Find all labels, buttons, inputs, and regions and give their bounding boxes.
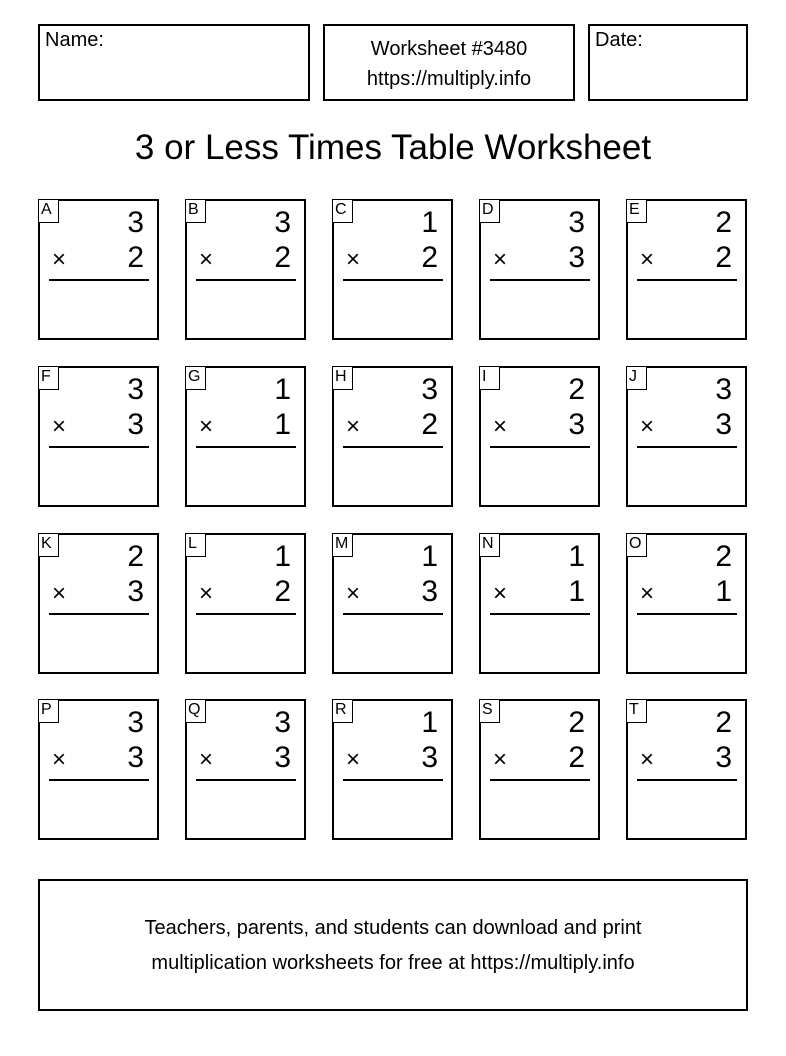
answer-line: [196, 279, 296, 281]
problem-card: [185, 199, 306, 340]
multiplicand: 2: [127, 540, 144, 573]
worksheet-info-box: [323, 24, 575, 101]
answer-line: [637, 446, 737, 448]
multiplicand: 2: [715, 706, 732, 739]
times-sign: ×: [346, 413, 361, 440]
multiplier: 2: [127, 241, 144, 274]
times-sign: ×: [346, 580, 361, 607]
answer-line: [196, 446, 296, 448]
answer-line: [49, 779, 149, 781]
answer-line: [196, 779, 296, 781]
answer-line: [49, 279, 149, 281]
multiplier: 2: [274, 241, 291, 274]
times-sign: ×: [199, 246, 214, 273]
times-sign: ×: [493, 580, 508, 607]
times-sign: ×: [199, 746, 214, 773]
multiplicand: 3: [715, 373, 732, 406]
multiplicand: 1: [274, 373, 291, 406]
problem-letter: O: [626, 533, 647, 557]
problem-letter: D: [479, 199, 500, 223]
multiplicand: 1: [568, 540, 585, 573]
answer-line: [637, 613, 737, 615]
problem-letter: P: [38, 699, 59, 723]
multiplier: 3: [715, 741, 732, 774]
multiplicand: 2: [568, 706, 585, 739]
multiplier: 3: [421, 575, 438, 608]
problem-card: [332, 199, 453, 340]
problem-letter: E: [626, 199, 647, 223]
problem-letter: H: [332, 366, 353, 390]
problem-card: [185, 699, 306, 840]
problem-card: [332, 533, 453, 674]
page-title: 3 or Less Times Table Worksheet: [134, 128, 652, 167]
multiplicand: 2: [715, 540, 732, 573]
problem-card: [626, 199, 747, 340]
multiplicand: 2: [568, 373, 585, 406]
times-sign: ×: [640, 580, 655, 607]
multiplier: 2: [421, 408, 438, 441]
multiplicand: 2: [715, 206, 732, 239]
problem-letter: Q: [185, 699, 206, 723]
multiplicand: 1: [274, 540, 291, 573]
times-sign: ×: [493, 246, 508, 273]
name-box: [38, 24, 310, 101]
problem-card: [626, 699, 747, 840]
multiplier: 3: [568, 241, 585, 274]
footer-line-2: multiplication worksheets for free at https://multiply.info: [151, 952, 635, 974]
times-sign: ×: [640, 746, 655, 773]
answer-line: [490, 779, 590, 781]
problem-card: [38, 533, 159, 674]
problem-card: [38, 366, 159, 507]
multiplier: 1: [274, 408, 291, 441]
multiplicand: 3: [274, 206, 291, 239]
date-label: Date:: [595, 29, 643, 51]
multiplicand: 1: [421, 706, 438, 739]
problem-card: [332, 699, 453, 840]
name-label: Name:: [45, 29, 104, 51]
problem-card: [626, 533, 747, 674]
multiplier: 3: [715, 408, 732, 441]
times-sign: ×: [493, 746, 508, 773]
multiplier: 3: [127, 575, 144, 608]
multiplier: 2: [421, 241, 438, 274]
problem-letter: G: [185, 366, 206, 390]
problem-letter: C: [332, 199, 353, 223]
times-sign: ×: [493, 413, 508, 440]
problem-card: [38, 199, 159, 340]
problem-letter: T: [626, 699, 647, 723]
multiplier: 3: [421, 741, 438, 774]
answer-line: [343, 279, 443, 281]
problem-letter: B: [185, 199, 206, 223]
problem-card: [479, 699, 600, 840]
answer-line: [637, 279, 737, 281]
problem-letter: N: [479, 533, 500, 557]
multiplicand: 3: [274, 706, 291, 739]
multiplicand: 1: [421, 206, 438, 239]
times-sign: ×: [199, 413, 214, 440]
answer-line: [49, 613, 149, 615]
problem-card: [185, 366, 306, 507]
answer-line: [343, 446, 443, 448]
multiplier: 1: [715, 575, 732, 608]
footer-box: [38, 879, 748, 1011]
multiplier: 3: [127, 408, 144, 441]
multiplier: 2: [274, 575, 291, 608]
problem-letter: M: [332, 533, 353, 557]
problem-card: [332, 366, 453, 507]
answer-line: [343, 779, 443, 781]
multiplicand: 3: [568, 206, 585, 239]
problem-card: [38, 699, 159, 840]
problem-letter: L: [185, 533, 206, 557]
problem-letter: F: [38, 366, 59, 390]
multiplier: 3: [274, 741, 291, 774]
multiplier: 1: [568, 575, 585, 608]
multiplier: 2: [568, 741, 585, 774]
times-sign: ×: [52, 413, 67, 440]
date-box: [588, 24, 748, 101]
answer-line: [196, 613, 296, 615]
times-sign: ×: [52, 246, 67, 273]
answer-line: [637, 779, 737, 781]
times-sign: ×: [346, 746, 361, 773]
multiplier: 3: [568, 408, 585, 441]
problem-card: [479, 366, 600, 507]
multiplicand: 3: [421, 373, 438, 406]
answer-line: [490, 279, 590, 281]
times-sign: ×: [640, 413, 655, 440]
problem-letter: R: [332, 699, 353, 723]
problem-card: [185, 533, 306, 674]
multiplier: 2: [715, 241, 732, 274]
problem-card: [479, 199, 600, 340]
multiplicand: 1: [421, 540, 438, 573]
problem-card: [479, 533, 600, 674]
worksheet-url: https://multiply.info: [366, 68, 532, 90]
problem-letter: A: [38, 199, 59, 223]
worksheet-number: Worksheet #3480: [370, 38, 528, 60]
times-sign: ×: [52, 746, 67, 773]
problem-letter: I: [479, 366, 500, 390]
times-sign: ×: [640, 246, 655, 273]
multiplicand: 3: [127, 706, 144, 739]
multiplier: 3: [127, 741, 144, 774]
multiplicand: 3: [127, 206, 144, 239]
times-sign: ×: [52, 580, 67, 607]
footer-line-1: Teachers, parents, and students can download and print: [144, 917, 642, 939]
answer-line: [490, 446, 590, 448]
problem-letter: S: [479, 699, 500, 723]
answer-line: [343, 613, 443, 615]
problem-letter: J: [626, 366, 647, 390]
times-sign: ×: [346, 246, 361, 273]
answer-line: [490, 613, 590, 615]
answer-line: [49, 446, 149, 448]
problem-card: [626, 366, 747, 507]
problem-letter: K: [38, 533, 59, 557]
times-sign: ×: [199, 580, 214, 607]
multiplicand: 3: [127, 373, 144, 406]
